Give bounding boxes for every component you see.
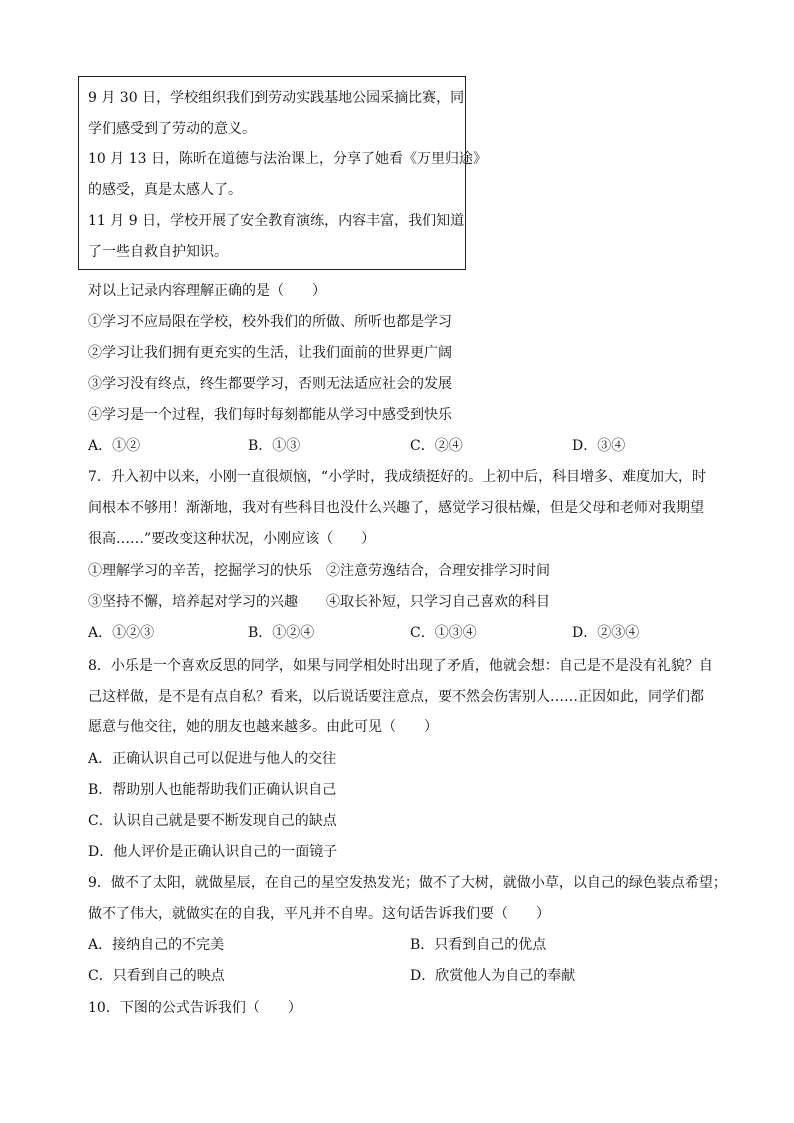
q8-option-b: B．帮助别人也能帮助我们正确认识自己	[88, 782, 337, 798]
q6-item-3: ③学习没有终点，终生都要学习，否则无法适应社会的发展	[88, 376, 452, 392]
q8-line-2: 己这样做，是不是有点自私？看来，以后说话要注意点，要不然会伤害别人……正因如此，同学们都	[88, 689, 704, 705]
q7-line-2: 间根本不够用！渐渐地，我对有些科目也没什么兴趣了，感觉学习很枯燥，但是父母和老师对我期望	[88, 500, 704, 516]
q8-option-d: D．他人评价是正确认识自己的一面镜子	[88, 844, 338, 860]
q9-line-1: 9．做不了太阳，就做星辰，在自己的星空发热发光；做不了大树，就做小草，以自己的绿色装点希望；	[88, 875, 727, 891]
q9-option-d: D．欣赏他人为自己的奉献	[410, 968, 576, 984]
q7-item-2: ③坚持不懈，培养起对学习的兴趣 ④取长补短，只学习自己喜欢的科目	[88, 594, 550, 610]
record-line-5: 11 月 9 日，学校开展了安全教育演练，内容丰富，我们知道	[88, 213, 465, 229]
record-line-6: 了一些自救自护知识。	[88, 244, 228, 260]
q7-option-d: D．②③④	[572, 625, 640, 641]
q7-option-c: C．①③④	[410, 625, 477, 641]
q9-line-2: 做不了伟大，就做实在的自我，平凡并不自卑。这句话告诉我们要（ ）	[88, 906, 550, 922]
q6-item-2: ②学习让我们拥有更充实的生活，让我们面前的世界更广阔	[88, 345, 452, 361]
q8-line-3: 愿意与他交往，她的朋友也越来越多。由此可见（ ）	[88, 719, 438, 735]
q6-item-1: ①学习不应局限在学校，校外我们的所做、所听也都是学习	[88, 314, 452, 330]
q9-option-a: A．接纳自己的不完美	[88, 937, 225, 953]
q6-option-c: C．②④	[410, 438, 463, 454]
q9-option-b: B．只看到自己的优点	[410, 937, 547, 953]
q7-option-a: A．①②③	[88, 625, 155, 641]
q6-option-a: A．①②	[88, 438, 141, 454]
q9-option-c: C．只看到自己的映点	[88, 968, 225, 984]
record-line-4: 的感受，真是太感人了。	[88, 182, 242, 198]
q6-option-d: D．③④	[572, 438, 626, 454]
q8-option-c: C．认识自己就是要不断发现自己的缺点	[88, 813, 337, 829]
q10-stem: 10．下图的公式告诉我们（ ）	[88, 1000, 302, 1016]
record-line-1: 9 月 30 日，学校组织我们到劳动实践基地公园采摘比赛，同	[88, 90, 465, 106]
q8-line-1: 8．小乐是一个喜欢反思的同学，如果与同学相处时出现了矛盾，他就会想：自己是不是没有礼貌？自	[88, 658, 713, 674]
q8-option-a: A．正确认识自己可以促进与他人的交往	[88, 751, 337, 767]
q7-item-1: ①理解学习的辛苦，挖掘学习的快乐 ②注意劳逸结合，合理安排学习时间	[88, 563, 550, 579]
q7-line-3: 很高……”要改变这种状况，小刚应该（ ）	[88, 531, 376, 547]
q7-option-b: B．①②④	[248, 625, 315, 641]
q7-line-1: 7．升入初中以来，小刚一直很烦恼，“小学时，我成绩挺好的。上初中后，科目增多、难度加大，时	[88, 469, 707, 485]
q6-stem: 对以上记录内容理解正确的是（ ）	[88, 283, 326, 299]
q6-option-b: B．①③	[248, 438, 301, 454]
record-line-3: 10 月 13 日，陈昕在道德与法治课上，分享了她看《万里归途》	[88, 151, 487, 167]
record-line-2: 学们感受到了劳动的意义。	[88, 121, 256, 137]
q6-item-4: ④学习是一个过程，我们每时每刻都能从学习中感受到快乐	[88, 407, 452, 423]
